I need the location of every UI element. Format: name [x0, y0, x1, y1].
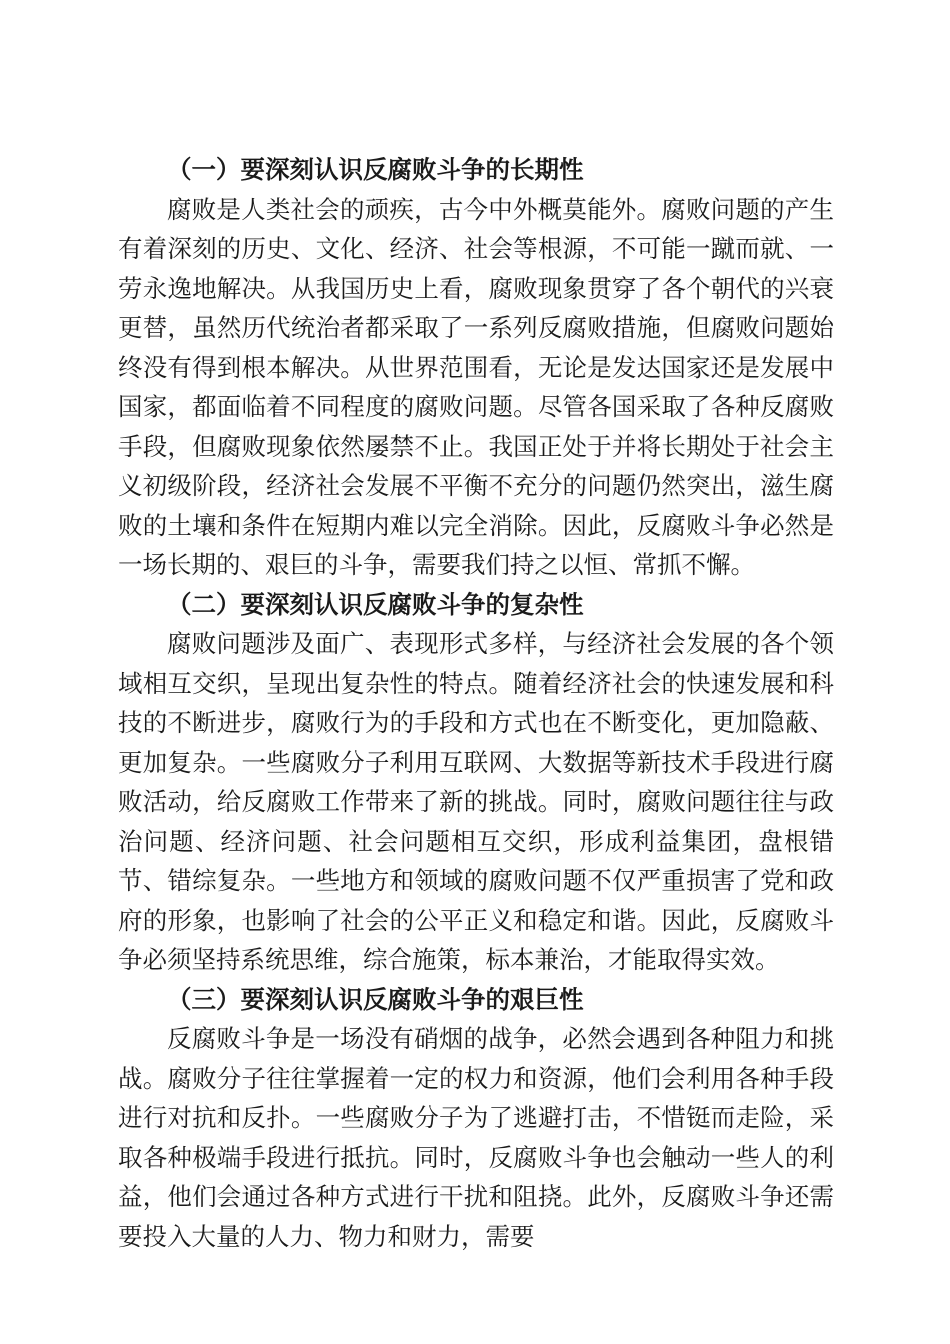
- section-heading-1: （一）要深刻认识反腐败斗争的长期性: [167, 155, 584, 184]
- section-paragraph-1: 腐败是人类社会的顽疾，古今中外概莫能外。腐败问题的产生有着深刻的历史、文化、经济、社会等根源，不可能一蹴而就、一劳永逸地解决。从我国历史上看，腐败现象贯穿了各个朝代的兴衰更替，虽然历代统治者都采取了一系列反腐败措施，但腐败问题始终没有得到根本解决。从世界范围看，无论是发达国家还是发展中国家，都面临着不同程度的腐败问题。尽管各国采取了各种反腐败手段，但腐败现象依然屡禁不止。我国正处于并将长期处于社会主义初级阶段，经济社会发展不平衡不充分的问题仍然突出，滋生腐败的土壤和条件在短期内难以完全消除。因此，反腐败斗争必然是一场长期的、艰巨的斗争，需要我们持之以恒、常抓不懈。: [118, 194, 834, 579]
- document-body: [118, 150, 834, 1256]
- section-paragraph-3: 反腐败斗争是一场没有硝烟的战争，必然会遇到各种阻力和挑战。腐败分子往往掌握着一定的权力和资源，他们会利用各种手段进行对抗和反扑。一些腐败分子为了逃避打击，不惜铤而走险，采取各种极端手段进行抵抗。同时，反腐败斗争也会触动一些人的利益，他们会通过各种方式进行干扰和阻挠。此外，反腐败斗争还需要投入大量的人力、物力和财力，需要: [118, 1024, 834, 1251]
- section-heading-2: （二）要深刻认识反腐败斗争的复杂性: [167, 589, 584, 619]
- section-heading-3: （三）要深刻认识反腐败斗争的艰巨性: [167, 984, 584, 1014]
- section-paragraph-2: 腐败问题涉及面广、表现形式多样，与经济社会发展的各个领域相互交织，呈现出复杂性的特点。随着经济社会的快速发展和科技的不断进步，腐败行为的手段和方式也在不断变化，更加隐蔽、更加复杂。一些腐败分子利用互联网、大数据等新技术手段进行腐败活动，给反腐败工作带来了新的挑战。同时，腐败问题往往与政治问题、经济问题、社会问题相互交织，形成利益集团，盘根错节、错综复杂。一些地方和领域的腐败问题不仅严重损害了党和政府的形象，也影响了社会的公平正义和稳定和谐。因此，反腐败斗争必须坚持系统思维，综合施策，标本兼治，才能取得实效。: [118, 629, 834, 974]
